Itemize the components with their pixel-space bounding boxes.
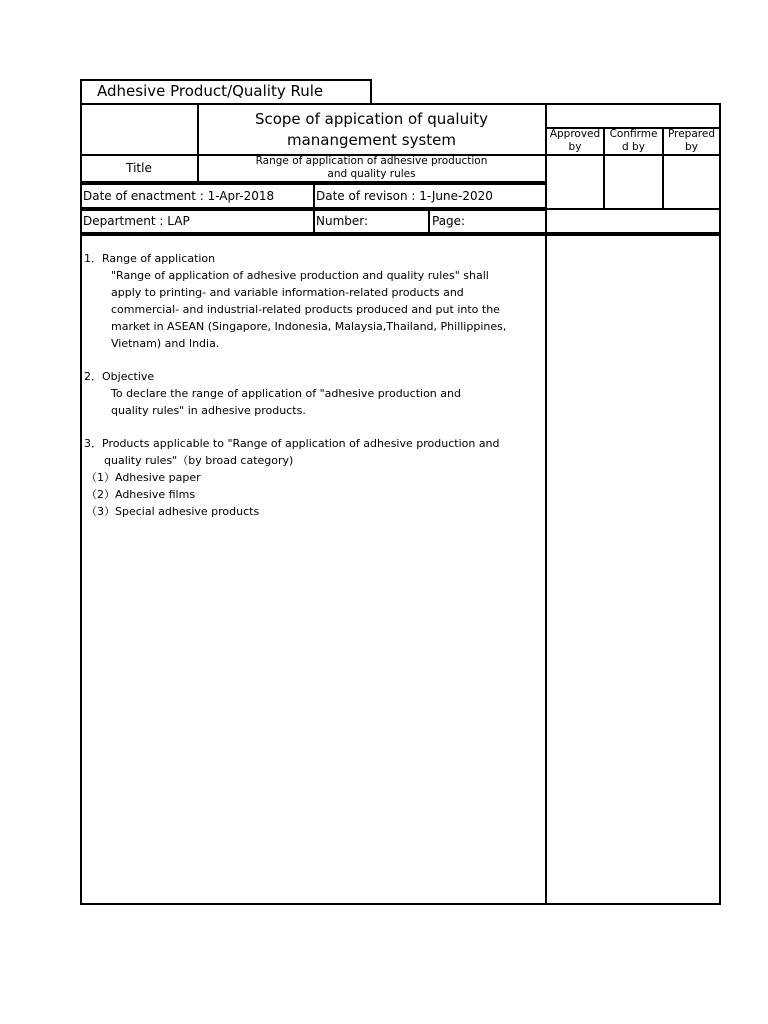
revision-date: Date of revison : 1-June-2020 [316, 189, 493, 203]
page-label: Page: [432, 214, 466, 228]
section-1-line: market in ASEAN (Singapore, Indonesia, Malaysia,Thailand, Phillippines, [111, 320, 507, 333]
border [545, 154, 721, 156]
title-label: Title [126, 161, 152, 175]
section-2-line: To declare the range of application of "adhesive production and [111, 387, 461, 400]
border [545, 208, 721, 210]
scope-title-line2: manangement system [287, 131, 456, 149]
product-item: （1）Adhesive paper [86, 471, 201, 484]
border [719, 103, 721, 905]
section-3-line: quality rules"（by broad category) [104, 454, 294, 467]
enactment-date: Date of enactment : 1-Apr-2018 [83, 189, 275, 203]
product-item: （3）Special adhesive products [86, 505, 260, 518]
section-3-heading: 3．Products applicable to "Range of application of adhesive production and [84, 437, 500, 450]
border [80, 209, 546, 211]
section-1-line: Vietnam) and India. [111, 337, 220, 350]
department: Department : LAP [83, 214, 190, 228]
prepared-by-label: Prepared by [667, 128, 715, 153]
scope-title-line1: Scope of appication of qualuity [254, 110, 489, 128]
border [80, 103, 721, 105]
border [80, 79, 82, 905]
border [545, 103, 547, 905]
section-1-line: "Range of application of adhesive production and quality rules" shall [111, 269, 489, 282]
border [428, 209, 430, 234]
product-item: （2）Adhesive films [86, 488, 196, 501]
border [80, 903, 721, 905]
section-1-heading: 1．Range of application [84, 252, 216, 265]
confirmed-by-label: Confirme d by [609, 128, 658, 153]
title-value: Range of application of adhesive production and quality rules [255, 155, 488, 180]
section-1-line: commercial- and industrial-related products produced and put into the [111, 303, 500, 316]
border [370, 79, 372, 104]
section-1-line: apply to printing- and variable information-related products and [111, 286, 464, 299]
number-label: Number: [316, 214, 369, 228]
approved-by-label: Approved by [549, 128, 601, 153]
border [80, 234, 721, 236]
section-2-line: quality rules" in adhesive products. [111, 404, 306, 417]
rule-title: Adhesive Product/Quality Rule [97, 82, 324, 100]
section-2-heading: 2．Objective [84, 370, 155, 383]
